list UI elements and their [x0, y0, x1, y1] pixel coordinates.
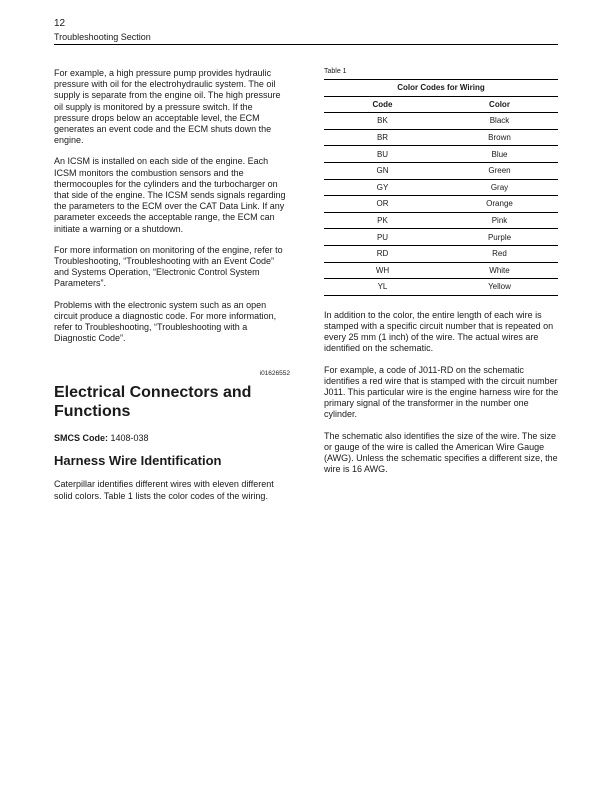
color-cell: Black — [441, 113, 558, 130]
color-codes-table — [324, 79, 558, 296]
document-reference-id: i01626552 — [259, 370, 290, 378]
table-row — [324, 196, 558, 213]
paragraph-icsm: An ICSM is installed on each side of the engine. Each ICSM monitors the combustion sensors and the thermocouples for the cylinders and the turbocharger on that side of the engine. The ICSM sends signals regarding the parameters to the ECM over the CAT Data Link. If any parameter exceeds the acceptable range, the ECM can initiate a warning or a shutdown. — [54, 156, 286, 234]
code-cell: BR — [324, 129, 441, 146]
code-cell: OR — [324, 196, 441, 213]
code-cell: YL — [324, 279, 441, 296]
color-cell: Gray — [441, 179, 558, 196]
column-header-code: Code — [324, 96, 441, 113]
table-row — [324, 179, 558, 196]
page-header — [54, 18, 558, 43]
table-row — [324, 245, 558, 262]
table-row — [324, 113, 558, 130]
smcs-code — [54, 433, 290, 443]
color-cell: Brown — [441, 129, 558, 146]
color-cell: Yellow — [441, 279, 558, 296]
left-column — [54, 68, 290, 512]
smcs-value: 1408-038 — [110, 433, 149, 444]
color-cell: Blue — [441, 146, 558, 163]
color-cell: Green — [441, 162, 558, 179]
paragraph-schematic-example: For example, a code of J011-RD on the schematic identifies a red wire that is stamped with the circuit number J011. This particular wire is the engine harness wire for the primary signal of the transformer in the number one cylinder. — [324, 364, 559, 420]
paragraph-wire-colors: Caterpillar identifies different wires with eleven different solid colors. Table 1 lists the color codes of the wiring. — [54, 479, 274, 501]
subsection-title: Harness Wire Identification — [54, 453, 222, 469]
code-cell: PK — [324, 212, 441, 229]
page-number: 12 — [54, 18, 66, 29]
smcs-label: SMCS Code: — [54, 433, 108, 444]
code-cell: GY — [324, 179, 441, 196]
paragraph-diagnostic-reference: Problems with the electronic system such as an open circuit produce a diagnostic code. For more information, refer to Troubleshooting, “Troubleshooting with a Diagnostic Code”. — [54, 299, 277, 344]
table-row — [324, 162, 558, 179]
table-row — [324, 212, 558, 229]
code-cell: GN — [324, 162, 441, 179]
code-cell: PU — [324, 229, 441, 246]
table-title: Color Codes for Wiring — [324, 80, 558, 97]
color-cell: Pink — [441, 212, 558, 229]
paragraph-hydraulic-pump: For example, a high pressure pump provides hydraulic pressure with oil for the electrohydraulic system. The oil supply is separate from the engine oil. The high pressure oil supply is monitored by a pressure switch. If the pressure drops below an acceptable level, the ECM generates an event code and the ECM shuts down the engine. — [54, 68, 281, 146]
code-cell: BU — [324, 146, 441, 163]
color-cell: Purple — [441, 229, 558, 246]
column-header-color: Color — [441, 96, 558, 113]
paragraph-wire-gauge: The schematic also identifies the size of the wire. The size or gauge of the wire is called the American Wire Gauge (AWG). Unless the schematic specifies a different size, the wire is 16 AWG. — [324, 430, 558, 475]
code-cell: BK — [324, 113, 441, 130]
paragraph-circuit-number: In addition to the color, the entire length of each wire is stamped with a specific circuit number that is repeated on every 25 mm (1 inch) of the wire. The actual wires are identified on the schematic. — [324, 309, 554, 354]
table-label: Table 1 — [324, 68, 347, 75]
header-divider — [54, 44, 558, 45]
color-cell: Red — [441, 245, 558, 262]
color-cell: Orange — [441, 196, 558, 213]
code-cell: WH — [324, 262, 441, 279]
table-row — [324, 129, 558, 146]
running-section-title: Troubleshooting Section — [54, 32, 151, 42]
table-row — [324, 146, 558, 163]
table-row — [324, 262, 558, 279]
paragraph-monitoring-reference: For more information on monitoring of the engine, refer to Troubleshooting, “Troubleshooting with an Event Code” and Systems Operation, “Electronic Control System Parameters”. — [54, 244, 283, 289]
code-cell: RD — [324, 245, 441, 262]
table-row — [324, 229, 558, 246]
right-column — [324, 68, 560, 485]
section-title: Electrical Connectors and Functions — [54, 384, 252, 421]
table-row — [324, 279, 558, 296]
color-cell: White — [441, 262, 558, 279]
